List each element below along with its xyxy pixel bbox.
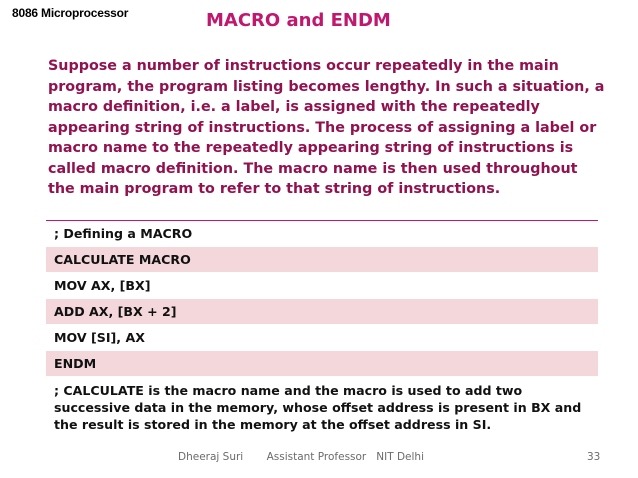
code-line: CALCULATE MACRO: [46, 247, 598, 273]
code-row: [46, 299, 598, 325]
code-note-row: [46, 377, 598, 438]
code-row: [46, 247, 598, 273]
code-row: [46, 351, 598, 377]
page-number: 33: [587, 451, 601, 463]
code-note: ; CALCULATE is the macro name and the macro is used to add two successive data in the memory, whose offset address is present in BX and the result is stored in the memory at the offset address in SI.: [46, 377, 598, 438]
intro-paragraph: Suppose a number of instructions occur repeatedly in the main program, the program listing becomes lengthy. In such a situation, a macro definition, i.e. a label, is assigned with the repeatedly appearing string of instructions. The process of assigning a label or macro name to the repeatedly appearing string of instructions is called macro definition. The macro name is then used throughout the main program to refer to that string of instructions.: [48, 58, 605, 197]
code-line: ENDM: [46, 351, 598, 377]
code-line: ADD AX, [BX + 2]: [46, 299, 598, 325]
footer-credit: Dheeraj Suri Assistant Professor NIT Delhi: [178, 451, 425, 463]
code-line: MOV AX, [BX]: [46, 273, 598, 299]
code-line: MOV [SI], AX: [46, 325, 598, 351]
code-row: [46, 325, 598, 351]
code-listing: [46, 220, 598, 438]
code-row: [46, 221, 598, 247]
code-line: ; Defining a MACRO: [46, 221, 598, 247]
code-row: [46, 273, 598, 299]
slide-title: MACRO and ENDM: [206, 10, 391, 31]
header-tag: 8086 Microprocessor: [12, 6, 129, 20]
